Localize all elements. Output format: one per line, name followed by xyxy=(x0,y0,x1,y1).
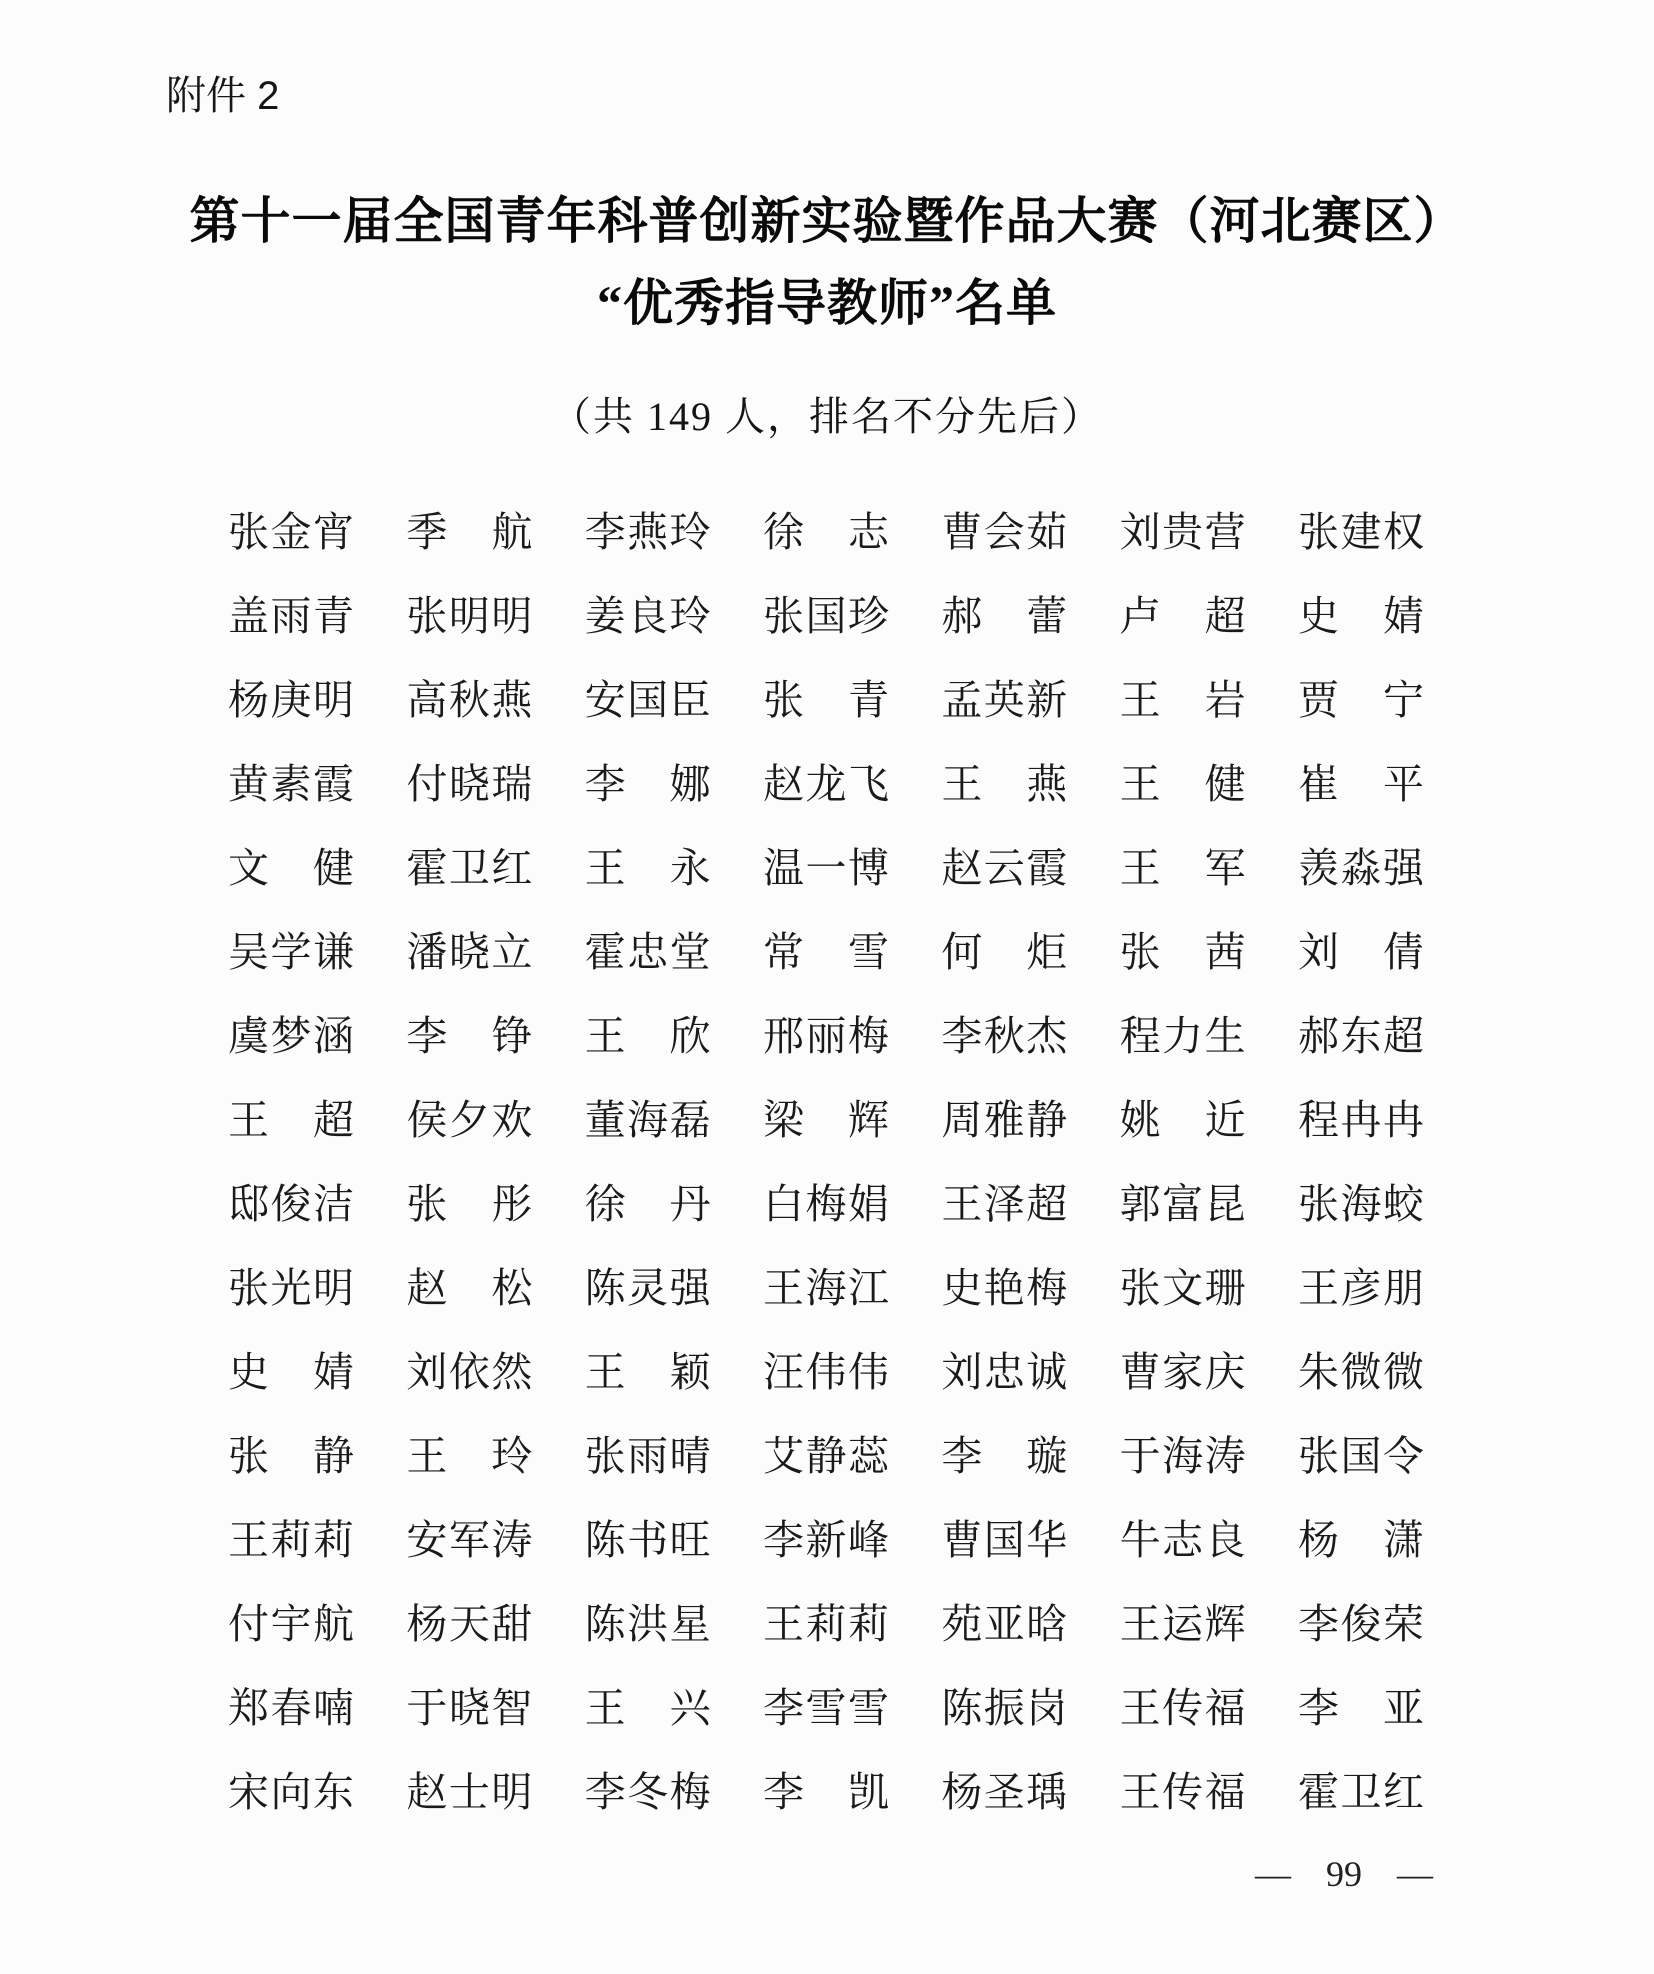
teacher-name: 张金宵 xyxy=(228,509,354,555)
teacher-name: 杨潇 xyxy=(1297,1517,1424,1563)
teacher-name: 史婧 xyxy=(1297,593,1424,639)
teacher-name: 张茜 xyxy=(1119,929,1246,975)
teacher-name: 李雪雪 xyxy=(762,1685,889,1731)
teacher-name: 徐志 xyxy=(762,509,889,555)
subtitle-count-note: （共 149 人，排名不分先后） xyxy=(551,394,1103,439)
teacher-name: 霍卫红 xyxy=(1297,1769,1424,1815)
teacher-name: 张彤 xyxy=(406,1181,533,1227)
teacher-name: 赵松 xyxy=(406,1265,533,1311)
teacher-name: 董海磊 xyxy=(584,1097,711,1143)
teacher-name: 姚近 xyxy=(1119,1097,1246,1143)
teacher-name: 郭富昆 xyxy=(1119,1181,1246,1227)
teacher-name: 艾静蕊 xyxy=(762,1433,889,1479)
teacher-name: 孟英新 xyxy=(941,677,1068,723)
teacher-name: 于晓智 xyxy=(406,1685,533,1731)
teacher-name: 温一博 xyxy=(762,845,889,891)
teacher-name: 赵士明 xyxy=(406,1769,533,1815)
teacher-name: 程力生 xyxy=(1119,1013,1246,1059)
teacher-name: 杨庚明 xyxy=(228,677,354,723)
teacher-name: 邸俊洁 xyxy=(228,1181,354,1227)
teacher-name: 安国臣 xyxy=(584,677,711,723)
teacher-name: 李铮 xyxy=(406,1013,533,1059)
teacher-name: 郑春喃 xyxy=(228,1685,354,1731)
teacher-name: 王军 xyxy=(1119,845,1246,891)
teacher-name: 曹家庆 xyxy=(1119,1349,1246,1395)
name-row xyxy=(228,1582,1424,1666)
teacher-name: 王岩 xyxy=(1119,677,1246,723)
name-row xyxy=(228,1666,1424,1750)
name-row xyxy=(228,910,1424,994)
teacher-name: 张文珊 xyxy=(1119,1265,1246,1311)
teacher-name: 王海江 xyxy=(762,1265,889,1311)
teacher-name: 王玲 xyxy=(406,1433,533,1479)
teacher-name: 梁辉 xyxy=(762,1097,889,1143)
teacher-name: 白梅娟 xyxy=(762,1181,889,1227)
teacher-name: 季航 xyxy=(406,509,533,555)
teacher-name: 陈洪星 xyxy=(584,1601,711,1647)
teacher-name: 李新峰 xyxy=(762,1517,889,1563)
teacher-name: 刘忠诚 xyxy=(941,1349,1068,1395)
teacher-name: 赵云霞 xyxy=(941,845,1068,891)
teacher-name: 赵龙飞 xyxy=(762,761,889,807)
teacher-name: 何炬 xyxy=(941,929,1068,975)
name-row xyxy=(228,574,1424,658)
teacher-name: 贾宁 xyxy=(1297,677,1424,723)
name-row xyxy=(228,826,1424,910)
teacher-name: 王传福 xyxy=(1119,1769,1246,1815)
teacher-name: 王欣 xyxy=(584,1013,711,1059)
teacher-name: 于海涛 xyxy=(1119,1433,1246,1479)
name-row xyxy=(228,1078,1424,1162)
name-row xyxy=(228,1498,1424,1582)
teacher-name: 姜良玲 xyxy=(584,593,711,639)
teacher-name: 王莉莉 xyxy=(762,1601,889,1647)
teacher-name: 徐丹 xyxy=(584,1181,711,1227)
teacher-name: 王颖 xyxy=(584,1349,711,1395)
teacher-name: 史婧 xyxy=(228,1349,354,1395)
teacher-name: 霍忠堂 xyxy=(584,929,711,975)
teacher-name: 张光明 xyxy=(228,1265,354,1311)
teacher-name: 盖雨青 xyxy=(228,593,354,639)
teacher-name: 周雅静 xyxy=(941,1097,1068,1143)
title-line-1: 第十一届全国青年科普创新实验暨作品大赛（河北赛区） xyxy=(189,193,1465,249)
teacher-name: 杨圣瑀 xyxy=(941,1769,1068,1815)
teacher-name: 卢超 xyxy=(1119,593,1246,639)
teacher-name: 王传福 xyxy=(1119,1685,1246,1731)
teacher-name: 史艳梅 xyxy=(941,1265,1068,1311)
attachment-label: 附件 2 xyxy=(166,74,280,118)
teacher-name: 张明明 xyxy=(406,593,533,639)
teacher-name: 李燕玲 xyxy=(584,509,711,555)
teacher-name: 王燕 xyxy=(941,761,1068,807)
name-row xyxy=(228,1750,1424,1834)
teacher-name: 李亚 xyxy=(1297,1685,1424,1731)
teacher-name: 黄素霞 xyxy=(228,761,354,807)
teacher-name: 刘依然 xyxy=(406,1349,533,1395)
teacher-name: 王莉莉 xyxy=(228,1517,354,1563)
teacher-name: 李璇 xyxy=(941,1433,1068,1479)
document-title xyxy=(0,180,1654,344)
teacher-name: 陈灵强 xyxy=(584,1265,711,1311)
teacher-name: 苑亚晗 xyxy=(941,1601,1068,1647)
teacher-name: 邢丽梅 xyxy=(762,1013,889,1059)
teacher-name: 王超 xyxy=(228,1097,354,1143)
teacher-name: 张国珍 xyxy=(762,593,889,639)
teacher-name: 安军涛 xyxy=(406,1517,533,1563)
teacher-name: 李凯 xyxy=(762,1769,889,1815)
name-row xyxy=(228,1246,1424,1330)
name-row xyxy=(228,658,1424,742)
teacher-name: 文健 xyxy=(228,845,354,891)
teacher-name: 潘晓立 xyxy=(406,929,533,975)
teacher-name: 崔平 xyxy=(1297,761,1424,807)
teacher-name: 高秋燕 xyxy=(406,677,533,723)
teacher-name: 王兴 xyxy=(584,1685,711,1731)
name-row xyxy=(228,742,1424,826)
teacher-name: 宋向东 xyxy=(228,1769,354,1815)
teacher-name: 李秋杰 xyxy=(941,1013,1068,1059)
page-number: — 99 — xyxy=(1255,1854,1433,1894)
teacher-name: 张雨晴 xyxy=(584,1433,711,1479)
teacher-name: 王彦朋 xyxy=(1297,1265,1424,1311)
teacher-name: 侯夕欢 xyxy=(406,1097,533,1143)
name-row xyxy=(228,1162,1424,1246)
teacher-name: 李俊荣 xyxy=(1297,1601,1424,1647)
teacher-name: 杨天甜 xyxy=(406,1601,533,1647)
teacher-name: 霍卫红 xyxy=(406,845,533,891)
teacher-name: 朱微微 xyxy=(1297,1349,1424,1395)
teacher-name: 刘贵营 xyxy=(1119,509,1246,555)
names-grid xyxy=(228,490,1424,1834)
teacher-name: 郝东超 xyxy=(1297,1013,1424,1059)
teacher-name: 付晓瑞 xyxy=(406,761,533,807)
teacher-name: 陈振岗 xyxy=(941,1685,1068,1731)
teacher-name: 常雪 xyxy=(762,929,889,975)
teacher-name: 汪伟伟 xyxy=(762,1349,889,1395)
teacher-name: 程冉冉 xyxy=(1297,1097,1424,1143)
teacher-name: 王运辉 xyxy=(1119,1601,1246,1647)
teacher-name: 郝蕾 xyxy=(941,593,1068,639)
teacher-name: 李娜 xyxy=(584,761,711,807)
teacher-name: 虞梦涵 xyxy=(228,1013,354,1059)
teacher-name: 刘倩 xyxy=(1297,929,1424,975)
teacher-name: 王永 xyxy=(584,845,711,891)
teacher-name: 陈书旺 xyxy=(584,1517,711,1563)
name-row xyxy=(228,994,1424,1078)
name-row xyxy=(228,490,1424,574)
name-row xyxy=(228,1330,1424,1414)
teacher-name: 张青 xyxy=(762,677,889,723)
teacher-name: 羡淼强 xyxy=(1297,845,1424,891)
teacher-name: 曹会茹 xyxy=(941,509,1068,555)
teacher-name: 张建权 xyxy=(1297,509,1424,555)
teacher-name: 张静 xyxy=(228,1433,354,1479)
teacher-name: 王泽超 xyxy=(941,1181,1068,1227)
teacher-name: 曹国华 xyxy=(941,1517,1068,1563)
teacher-name: 张国令 xyxy=(1297,1433,1424,1479)
teacher-name: 付宇航 xyxy=(228,1601,354,1647)
teacher-name: 李冬梅 xyxy=(584,1769,711,1815)
name-row xyxy=(228,1414,1424,1498)
title-line-2: “优秀指导教师”名单 xyxy=(597,275,1057,331)
teacher-name: 王健 xyxy=(1119,761,1246,807)
teacher-name: 牛志良 xyxy=(1119,1517,1246,1563)
teacher-name: 张海蛟 xyxy=(1297,1181,1424,1227)
teacher-name: 吴学谦 xyxy=(228,929,354,975)
